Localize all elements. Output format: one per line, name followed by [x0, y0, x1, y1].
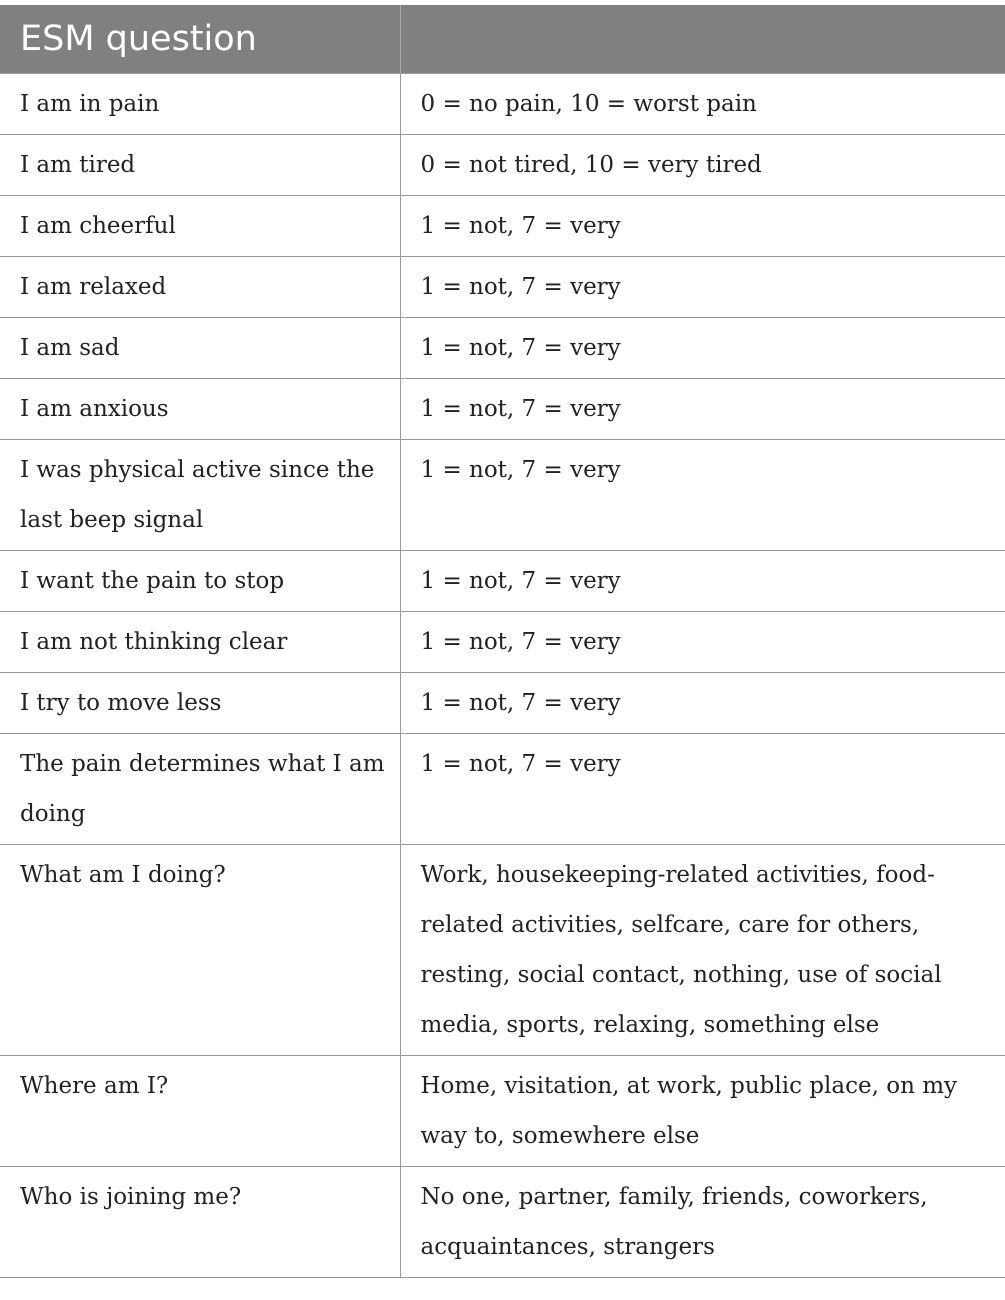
question-cell: Where am I? [0, 1055, 400, 1166]
table-row [0, 195, 1005, 256]
question-cell: Who is joining me? [0, 1166, 400, 1277]
question-cell: I was physical active since the last beep signal [0, 439, 400, 550]
answer-cell: 1 = not, 7 = very [400, 611, 1005, 672]
question-cell: I am not thinking clear [0, 611, 400, 672]
answer-cell: 1 = not, 7 = very [400, 317, 1005, 378]
question-cell: I am relaxed [0, 256, 400, 317]
esm-table [0, 5, 1005, 1278]
answer-cell: 1 = not, 7 = very [400, 672, 1005, 733]
answer-cell: 1 = not, 7 = very [400, 256, 1005, 317]
answer-cell: Home, visitation, at work, public place, on my way to, somewhere else [400, 1055, 1005, 1166]
answer-cell: 1 = not, 7 = very [400, 378, 1005, 439]
question-cell: The pain determines what I am doing [0, 733, 400, 844]
question-cell: What am I doing? [0, 844, 400, 1055]
header-esm-question: ESM question [0, 5, 400, 73]
table-row [0, 134, 1005, 195]
answer-cell: 0 = no pain, 10 = worst pain [400, 73, 1005, 134]
question-cell: I am anxious [0, 378, 400, 439]
table-row [0, 733, 1005, 844]
table-row [0, 439, 1005, 550]
table-header-row [0, 5, 1005, 73]
answer-cell: 0 = not tired, 10 = very tired [400, 134, 1005, 195]
question-cell: I am in pain [0, 73, 400, 134]
question-cell: I am tired [0, 134, 400, 195]
table-row [0, 550, 1005, 611]
answer-cell: 1 = not, 7 = very [400, 733, 1005, 844]
answer-cell: 1 = not, 7 = very [400, 195, 1005, 256]
table-row [0, 1166, 1005, 1277]
table-row [0, 611, 1005, 672]
answer-cell: No one, partner, family, friends, coworkers, acquaintances, strangers [400, 1166, 1005, 1277]
table-row [0, 378, 1005, 439]
question-cell: I try to move less [0, 672, 400, 733]
table-row [0, 844, 1005, 1055]
question-cell: I am cheerful [0, 195, 400, 256]
answer-cell: 1 = not, 7 = very [400, 550, 1005, 611]
table-row [0, 256, 1005, 317]
table-row [0, 1055, 1005, 1166]
answer-cell: 1 = not, 7 = very [400, 439, 1005, 550]
question-cell: I am sad [0, 317, 400, 378]
table-row [0, 672, 1005, 733]
question-cell: I want the pain to stop [0, 550, 400, 611]
header-response-scale [400, 5, 1005, 73]
answer-cell: Work, housekeeping-related activities, food-related activities, selfcare, care for others, resting, social contact, nothing, use of social media, sports, relaxing, something else [400, 844, 1005, 1055]
table-row [0, 317, 1005, 378]
table-row [0, 73, 1005, 134]
